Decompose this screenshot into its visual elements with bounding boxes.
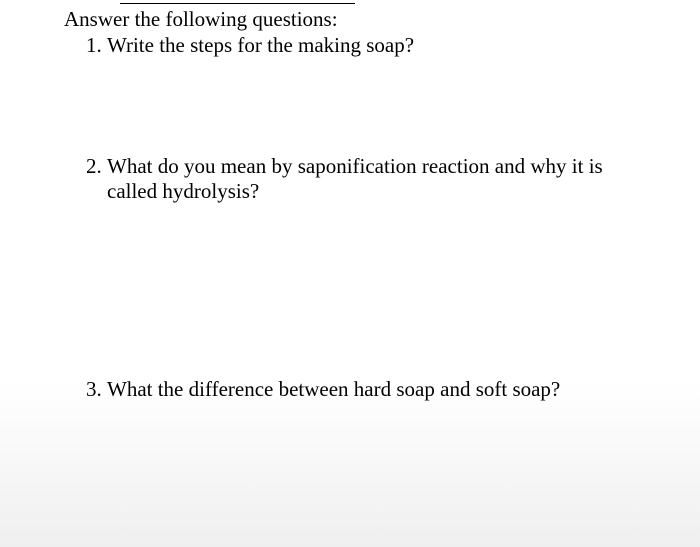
question-2 <box>86 154 626 204</box>
question-number: 2. <box>86 154 102 178</box>
question-text: What do you mean by saponification reaction and why it is <box>107 154 603 178</box>
question-text: What the difference between hard soap and soft soap? <box>107 377 561 401</box>
question-text: Write the steps for the making soap? <box>107 33 415 57</box>
instructions-heading: Answer the following questions: <box>64 7 338 31</box>
question-3 <box>86 377 626 402</box>
question-text-continuation: called hydrolysis? <box>107 179 260 203</box>
top-divider-line <box>120 3 355 4</box>
question-number: 3. <box>86 377 102 401</box>
question-1 <box>86 33 626 58</box>
question-number: 1. <box>86 33 102 57</box>
